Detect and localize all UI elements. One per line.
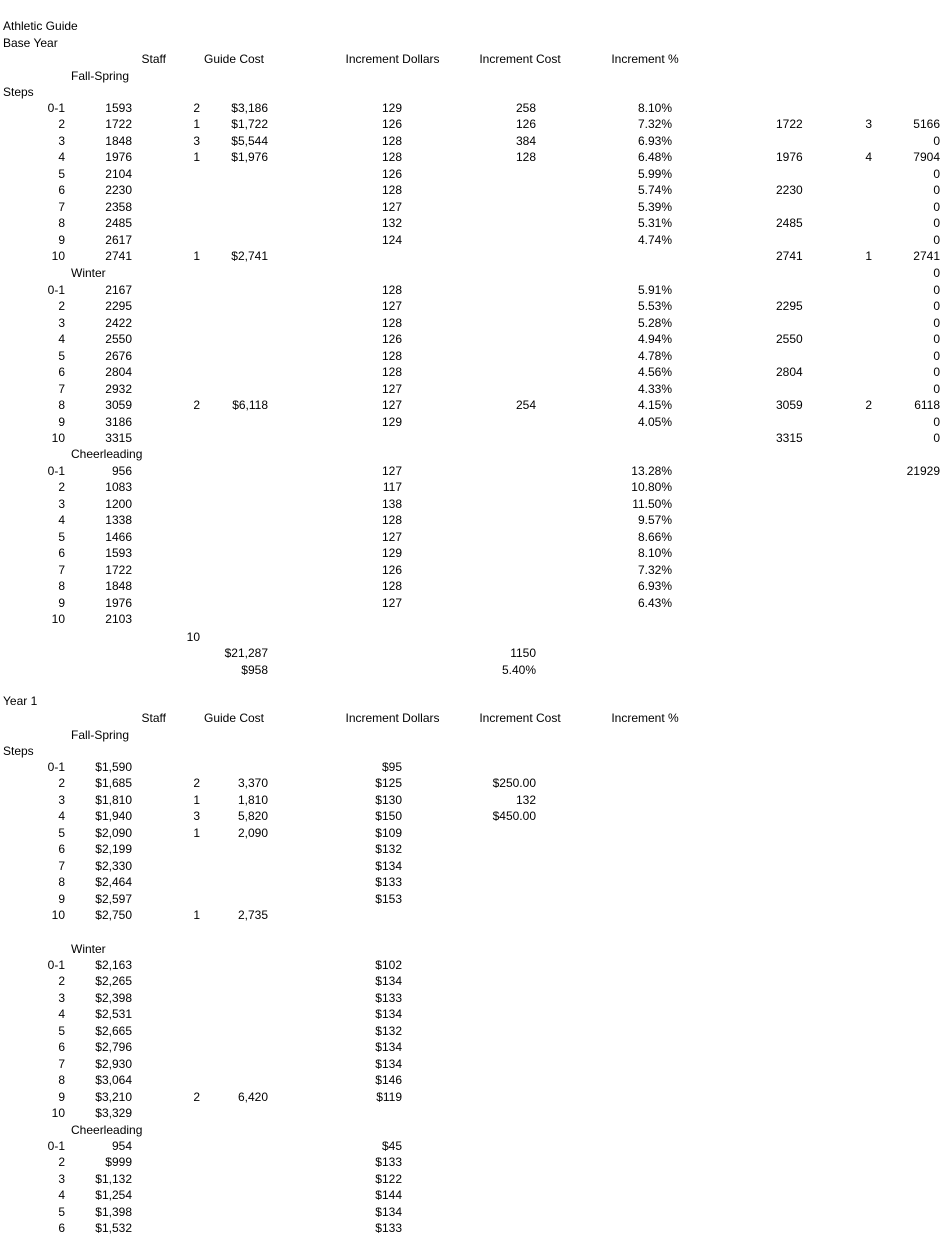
cell-cost: 5,820 <box>237 809 268 824</box>
cell-incd: $144 <box>375 1188 402 1203</box>
cell-incp: 5.99% <box>637 166 672 181</box>
cell-incd: 127 <box>381 529 402 544</box>
cell-x1: 2741 <box>776 249 803 264</box>
cell-guide: 1083 <box>105 480 132 495</box>
cell-incc: $450.00 <box>492 809 536 824</box>
cell-x2: 2 <box>865 398 872 413</box>
cell-guide: $1,810 <box>95 792 132 807</box>
cell-incd: 128 <box>381 315 402 330</box>
cell-incd: $134 <box>375 1056 402 1071</box>
cell-incp: 6.93% <box>637 579 672 594</box>
cell-step: 2 <box>58 480 65 495</box>
steps-label: Steps <box>3 744 34 758</box>
cell-x3: 0 <box>933 199 940 214</box>
cell-x3: 21929 <box>906 464 940 478</box>
cell-cost: 1,810 <box>237 792 268 807</box>
cell-x1: 2485 <box>776 216 803 231</box>
cell-incd: 126 <box>381 117 402 132</box>
cell-guide: $2,597 <box>95 891 132 906</box>
cell-incd: 127 <box>381 595 402 610</box>
cell-step: 6 <box>58 1040 65 1055</box>
cell-incp: 4.74% <box>637 232 672 247</box>
cell-step: 0-1 <box>47 101 65 115</box>
cell-step: 3 <box>58 133 65 148</box>
cell-incd: $130 <box>375 792 402 807</box>
cell-x3: 7904 <box>913 150 940 165</box>
cell-guide: 1976 <box>105 150 132 165</box>
cell-incp: 5.53% <box>637 299 672 314</box>
cell-incd: $133 <box>375 1221 402 1236</box>
cell-step: 3 <box>58 990 65 1005</box>
cell-incd: $134 <box>375 1007 402 1022</box>
cell-staff: 2 <box>193 776 200 791</box>
cell-x3: 0 <box>933 283 940 297</box>
cell-guide: $2,531 <box>95 1007 132 1022</box>
cell-x3: 0 <box>933 266 940 280</box>
cell-cost: $1,722 <box>231 117 268 132</box>
cell-x3: 0 <box>933 232 940 247</box>
cell-step: 6 <box>58 183 65 198</box>
cell-x1: 3059 <box>776 398 803 413</box>
cell-x3: 5166 <box>913 117 940 132</box>
cell-step: 6 <box>58 1221 65 1236</box>
cell-incd: $134 <box>375 974 402 989</box>
cell-guide: $2,796 <box>95 1040 132 1055</box>
cell-incc: 258 <box>515 101 536 115</box>
cell-guide: 3059 <box>105 398 132 413</box>
cell-x3: 0 <box>933 315 940 330</box>
cell-step: 8 <box>58 1073 65 1088</box>
cell-guide: 1593 <box>105 101 132 115</box>
cell-x3: 0 <box>933 431 940 446</box>
cell-guide: 2167 <box>105 283 132 297</box>
cell-incd: 128 <box>381 365 402 380</box>
cell-step: 8 <box>58 875 65 890</box>
guide-cost-average: $958 <box>241 662 268 677</box>
cell-step: 3 <box>58 1171 65 1186</box>
cell-incd: 128 <box>381 150 402 165</box>
cell-incd: 126 <box>381 166 402 181</box>
cell-step: 7 <box>58 1056 65 1071</box>
cell-step: 0-1 <box>47 283 65 297</box>
cell-incd: 132 <box>381 216 402 231</box>
cell-guide: 2103 <box>105 612 132 627</box>
cell-incp: 8.10% <box>637 101 672 115</box>
cell-incc: 254 <box>515 398 536 413</box>
cell-step: 8 <box>58 398 65 413</box>
cell-guide: 954 <box>111 1139 132 1153</box>
cell-cost: 2,090 <box>237 825 268 840</box>
section-cheerleading: Cheerleading <box>71 1123 143 1137</box>
cell-staff: 1 <box>193 249 200 264</box>
cell-guide: 2617 <box>105 232 132 247</box>
cell-incd: 128 <box>381 579 402 594</box>
cell-step: 7 <box>58 858 65 873</box>
cell-cost: $2,741 <box>231 249 268 264</box>
cell-step: 9 <box>58 414 65 429</box>
cell-incd: 127 <box>381 299 402 314</box>
cell-incp: 4.05% <box>637 414 672 429</box>
cell-step: 3 <box>58 496 65 511</box>
cell-step: 10 <box>51 431 65 446</box>
cell-x3: 6118 <box>914 398 940 413</box>
cell-guide: $1,532 <box>95 1221 132 1236</box>
cell-guide: $3,329 <box>95 1106 132 1121</box>
cell-guide: $1,254 <box>95 1188 132 1203</box>
cell-incp: 6.48% <box>637 150 672 165</box>
cell-incd: $45 <box>381 1139 402 1153</box>
cell-guide: $1,685 <box>95 776 132 791</box>
cell-guide: $2,665 <box>95 1023 132 1038</box>
cell-step: 3 <box>58 792 65 807</box>
cell-guide: 2104 <box>105 166 132 181</box>
cell-step: 5 <box>58 529 65 544</box>
cell-guide: 1338 <box>105 513 132 528</box>
cell-incp: 10.80% <box>631 480 672 495</box>
cell-incd: 128 <box>381 283 402 297</box>
cell-incd: 129 <box>381 101 402 115</box>
cell-incd: 138 <box>381 496 402 511</box>
cell-incp: 5.28% <box>637 315 672 330</box>
base-year-label: Base Year <box>3 35 58 50</box>
cell-step: 4 <box>58 1188 65 1203</box>
cell-incp: 8.66% <box>637 529 672 544</box>
cell-step: 6 <box>58 842 65 857</box>
increment-pct-header: Increment % <box>611 711 679 725</box>
cell-incd: $109 <box>375 825 402 840</box>
section-winter: Winter <box>71 942 106 956</box>
cell-step: 3 <box>58 315 65 330</box>
cell-incp: 6.93% <box>637 133 672 148</box>
cell-incp: 7.32% <box>637 117 672 132</box>
cell-incp: 4.94% <box>637 332 672 347</box>
cell-incd: $150 <box>375 809 402 824</box>
cell-incd: 128 <box>381 348 402 363</box>
cell-incd: 124 <box>381 232 402 247</box>
cell-incp: 4.33% <box>637 381 672 396</box>
cell-cost: $6,118 <box>232 398 268 413</box>
cell-x3: 0 <box>933 365 940 380</box>
cell-incd: $102 <box>375 958 402 972</box>
increment-dollars-header: Increment Dollars <box>345 711 440 725</box>
cell-step: 4 <box>58 150 65 165</box>
cell-step: 6 <box>58 365 65 380</box>
cell-guide: 2741 <box>105 249 132 264</box>
cell-incp: 4.56% <box>637 365 672 380</box>
increment-pct-header: Increment % <box>611 52 679 66</box>
cell-guide: $2,330 <box>95 858 132 873</box>
cell-incd: $146 <box>375 1073 402 1088</box>
cell-x3: 0 <box>933 332 940 347</box>
cell-x3: 0 <box>933 166 940 181</box>
cell-guide: 3315 <box>105 431 132 446</box>
cell-x1: 2295 <box>776 299 803 314</box>
cell-x3: 0 <box>933 348 940 363</box>
cell-step: 7 <box>58 381 65 396</box>
staff-header: Staff <box>141 711 166 725</box>
cell-guide: $2,750 <box>95 908 132 923</box>
section-fall-spring: Fall-Spring <box>71 727 130 742</box>
cell-cost: $1,976 <box>231 150 268 165</box>
cell-x1: 1976 <box>776 150 803 165</box>
cell-staff: 3 <box>193 133 200 148</box>
cell-staff: 2 <box>193 398 200 413</box>
staff-header: Staff <box>141 52 166 66</box>
cell-guide: $2,265 <box>95 974 132 989</box>
increment-dollars-header: Increment Dollars <box>345 52 440 66</box>
cell-guide: 1848 <box>105 133 132 148</box>
cell-step: 2 <box>58 974 65 989</box>
cell-x2: 1 <box>865 249 872 264</box>
cell-step: 0-1 <box>47 958 65 972</box>
cell-incd: $122 <box>375 1171 402 1186</box>
cell-incd: $95 <box>381 760 402 774</box>
cell-incp: 5.74% <box>637 183 672 198</box>
cell-incp: 9.57% <box>637 513 672 528</box>
cell-guide: 2230 <box>105 183 132 198</box>
section-cheerleading: Cheerleading <box>71 447 143 461</box>
cell-cost: 2,735 <box>237 908 268 923</box>
cell-staff: 1 <box>193 792 200 807</box>
cell-guide: $2,199 <box>95 842 132 857</box>
cell-staff: 1 <box>193 908 200 923</box>
cell-step: 5 <box>58 1023 65 1038</box>
cell-incd: $134 <box>375 1040 402 1055</box>
cell-step: 5 <box>58 825 65 840</box>
cell-incd: 127 <box>381 464 402 478</box>
cell-step: 0-1 <box>47 760 65 774</box>
cell-guide: $2,163 <box>95 958 132 972</box>
cell-x3: 0 <box>933 414 940 429</box>
cell-x1: 3315 <box>776 431 803 446</box>
cell-x1: 2230 <box>776 183 803 198</box>
year1-label: Year 1 <box>3 694 38 708</box>
cell-incd: $133 <box>375 875 402 890</box>
cell-step: 4 <box>58 1007 65 1022</box>
cell-incd: 127 <box>381 381 402 396</box>
cell-x3: 0 <box>933 381 940 396</box>
cell-incd: $134 <box>375 858 402 873</box>
cell-x2: 4 <box>865 150 872 165</box>
cell-guide: 2676 <box>105 348 132 363</box>
cell-guide: 956 <box>111 464 132 478</box>
cell-step: 7 <box>58 562 65 577</box>
cell-incd: $125 <box>375 776 402 791</box>
cell-staff: 1 <box>193 117 200 132</box>
cell-step: 7 <box>58 199 65 214</box>
cell-x3: 0 <box>933 299 940 314</box>
cell-guide: $1,132 <box>95 1171 132 1186</box>
cell-cost: 6,420 <box>237 1089 268 1104</box>
cell-incd: $153 <box>375 891 402 906</box>
cell-step: 0-1 <box>47 1139 65 1153</box>
section-winter: Winter <box>71 266 106 280</box>
cell-x2: 3 <box>865 117 872 132</box>
cell-incp: 7.32% <box>637 562 672 577</box>
cell-incd: 117 <box>382 480 402 495</box>
cell-guide: 1722 <box>105 562 132 577</box>
cell-guide: 3186 <box>105 414 132 429</box>
cell-guide: 2804 <box>105 365 132 380</box>
section-fall-spring: Fall-Spring <box>71 68 130 83</box>
cell-step: 4 <box>58 809 65 824</box>
cell-guide: $1,940 <box>95 809 132 824</box>
cell-step: 2 <box>58 299 65 314</box>
cell-guide: $2,398 <box>95 990 132 1005</box>
cell-guide: 2295 <box>105 299 132 314</box>
cell-staff: 2 <box>193 1089 200 1104</box>
cell-guide: 2422 <box>105 315 132 330</box>
cell-incd: 126 <box>381 332 402 347</box>
cell-cost: $3,186 <box>231 101 268 115</box>
cell-incp: 11.50% <box>632 496 672 511</box>
cell-step: 9 <box>58 595 65 610</box>
increment-cost-header: Increment Cost <box>479 52 561 66</box>
cell-incc: 126 <box>515 117 536 132</box>
cell-staff: 1 <box>193 150 200 165</box>
increment-cost-total: 1150 <box>510 646 536 660</box>
cell-incd: $132 <box>375 1023 402 1038</box>
cell-guide: 1466 <box>105 529 132 544</box>
cell-x1: 1722 <box>776 117 803 132</box>
cell-incd: 127 <box>381 398 402 413</box>
increment-pct-total: 5.40% <box>501 662 536 677</box>
cell-staff: 1 <box>193 825 200 840</box>
cell-incp: 6.43% <box>637 595 672 610</box>
cell-step: 8 <box>58 216 65 231</box>
cell-step: 6 <box>58 546 65 561</box>
cell-x3: 0 <box>933 216 940 231</box>
cell-incc: 128 <box>515 150 536 165</box>
cell-incc: 132 <box>515 792 536 807</box>
cell-guide: $2,464 <box>95 875 132 890</box>
cell-step: 10 <box>51 908 65 923</box>
cell-guide: 2358 <box>105 199 132 214</box>
cell-guide: $2,090 <box>95 825 132 840</box>
cell-x3: 0 <box>933 183 940 198</box>
cell-incd: 129 <box>381 546 402 561</box>
cell-incp: 5.39% <box>637 199 672 214</box>
sheet-title: Athletic Guide <box>3 19 78 33</box>
cell-guide: $1,398 <box>95 1204 132 1219</box>
cell-incd: 126 <box>381 562 402 577</box>
cell-incp: 4.15% <box>637 398 672 413</box>
cell-incd: 129 <box>381 414 402 429</box>
cell-incp: 5.91% <box>637 283 672 297</box>
cell-step: 10 <box>51 249 65 264</box>
cell-incd: 128 <box>381 183 402 198</box>
cell-staff: 3 <box>193 809 200 824</box>
cell-guide: 2485 <box>105 216 132 231</box>
guide-cost-total: $21,287 <box>224 646 268 660</box>
cell-step: 2 <box>58 776 65 791</box>
cell-incd: $133 <box>375 990 402 1005</box>
cell-guide: 1848 <box>105 579 132 594</box>
cell-step: 9 <box>58 891 65 906</box>
cell-step: 8 <box>58 579 65 594</box>
cell-step: 5 <box>58 348 65 363</box>
cell-incc: 384 <box>515 133 536 148</box>
staff-total: 10 <box>186 629 200 644</box>
cell-incd: $133 <box>375 1155 402 1170</box>
cell-incc: $250.00 <box>492 776 536 791</box>
cell-x3: 2741 <box>913 249 940 264</box>
cell-incd: $119 <box>376 1089 402 1104</box>
cell-step: 10 <box>51 1106 65 1121</box>
guide-cost-header: Guide Cost <box>203 711 265 725</box>
cell-step: 2 <box>58 117 65 132</box>
steps-label: Steps <box>3 85 34 99</box>
cell-guide: 2550 <box>105 332 132 347</box>
cell-cost: $5,544 <box>231 133 268 148</box>
cell-incp: 5.31% <box>637 216 672 231</box>
cell-guide: $2,930 <box>95 1056 132 1071</box>
cell-incd: $132 <box>375 842 402 857</box>
cell-staff: 2 <box>193 101 200 115</box>
increment-cost-header: Increment Cost <box>479 711 561 725</box>
cell-incd: $134 <box>375 1204 402 1219</box>
cell-guide: $999 <box>105 1155 132 1170</box>
cell-guide: 1200 <box>105 496 132 511</box>
cell-step: 9 <box>58 232 65 247</box>
cell-incp: 13.28% <box>631 464 672 478</box>
cell-incd: 128 <box>381 513 402 528</box>
cell-x1: 2550 <box>776 332 803 347</box>
cell-step: 10 <box>51 612 65 627</box>
guide-cost-header: Guide Cost <box>203 52 265 66</box>
cell-step: 5 <box>58 166 65 181</box>
cell-step: 5 <box>58 1204 65 1219</box>
cell-cost: 3,370 <box>237 776 268 791</box>
cell-guide: $3,064 <box>95 1073 132 1088</box>
cell-step: 4 <box>58 332 65 347</box>
cell-step: 4 <box>58 513 65 528</box>
cell-guide: $3,210 <box>95 1089 132 1104</box>
cell-incd: 127 <box>381 199 402 214</box>
cell-x3: 0 <box>933 133 940 148</box>
cell-x1: 2804 <box>776 365 803 380</box>
cell-guide: 1593 <box>105 546 132 561</box>
cell-guide: 2932 <box>105 381 132 396</box>
cell-step: 0-1 <box>47 464 65 478</box>
cell-step: 9 <box>58 1089 65 1104</box>
cell-incp: 8.10% <box>637 546 672 561</box>
cell-incp: 4.78% <box>637 348 672 363</box>
cell-step: 2 <box>58 1155 65 1170</box>
cell-incd: 128 <box>381 133 402 148</box>
cell-guide: $1,590 <box>95 760 132 774</box>
cell-guide: 1976 <box>105 595 132 610</box>
cell-guide: 1722 <box>105 117 132 132</box>
